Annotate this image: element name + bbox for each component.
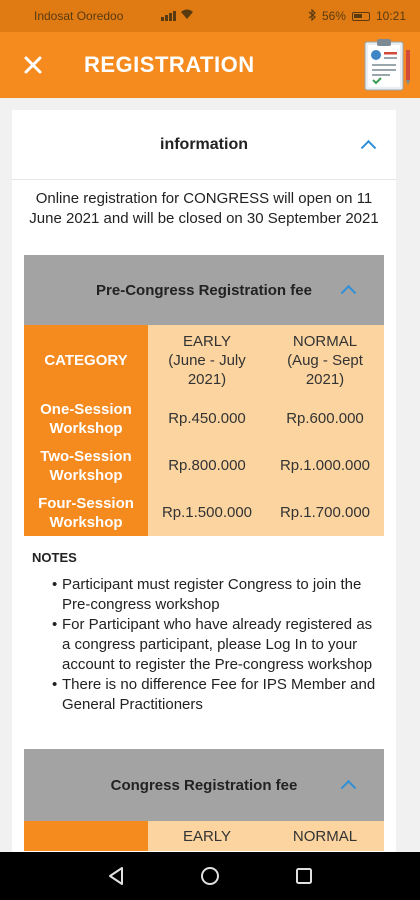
notes-section (24, 536, 384, 715)
close-button[interactable] (0, 32, 66, 98)
chevron-up-icon[interactable] (361, 139, 377, 155)
table-row (24, 395, 384, 442)
pre-congress-title: Pre-Congress Registration fee (96, 281, 312, 299)
list-item: • For Participant who have already registered as a congress participant, please Log In to your account to register the Pre-congress workshop (52, 615, 376, 675)
pre-congress-card (24, 255, 384, 715)
row-category: Two-Session Workshop (24, 442, 148, 489)
pre-congress-header[interactable] (24, 255, 384, 325)
notes-list (32, 575, 376, 715)
close-icon (23, 55, 43, 75)
bluetooth-icon (308, 9, 316, 24)
column-header-early: EARLY (June - July 2021) (148, 325, 266, 395)
row-category: One-Session Workshop (24, 395, 148, 442)
carrier-name: Indosat Ooredoo (34, 9, 124, 23)
notes-title: NOTES (32, 550, 77, 565)
row-normal-fee: Rp.1.700.000 (266, 489, 384, 536)
row-early-fee: Rp.800.000 (148, 442, 266, 489)
chevron-up-icon[interactable] (341, 285, 357, 301)
status-bar (0, 0, 420, 32)
row-early-fee: Rp.450.000 (148, 395, 266, 442)
information-label: information (160, 135, 248, 153)
content-panel (12, 110, 396, 852)
column-header-normal: NORMAL (266, 821, 384, 851)
table-header-row (24, 325, 384, 395)
battery-percent: 56% (321, 9, 346, 23)
system-nav-bar (0, 852, 420, 900)
column-header-category: CATEGORY (24, 325, 148, 395)
registration-intro-text: Online registration for CONGRESS will open on 11 June 2021 and will be closed on 30 September 2021 (29, 190, 379, 227)
page-title: REGISTRATION (84, 52, 255, 77)
row-early-fee: Rp.1.500.000 (148, 489, 266, 536)
row-category: Four-Session Workshop (24, 489, 148, 536)
row-normal-fee: Rp.600.000 (266, 395, 384, 442)
column-header-category (24, 821, 148, 851)
table-row (24, 442, 384, 489)
signal-icon (161, 11, 176, 21)
home-icon[interactable] (200, 866, 220, 886)
list-item: • Participant must register Congress to join the Pre-congress workshop (52, 575, 376, 615)
list-item: • There is no difference Fee for IPS Member and General Practitioners (52, 675, 376, 715)
wifi-icon (180, 9, 194, 23)
row-normal-fee: Rp.1.000.000 (266, 442, 384, 489)
congress-table-header (24, 821, 384, 851)
chevron-up-icon[interactable] (341, 780, 357, 796)
congress-header[interactable] (24, 749, 384, 821)
information-section-header[interactable] (12, 110, 396, 180)
pre-congress-fee-table (24, 325, 384, 536)
table-row (24, 489, 384, 536)
column-header-normal: NORMAL (Aug - Sept 2021) (266, 325, 384, 395)
back-icon[interactable] (107, 866, 125, 886)
clock: 10:21 (375, 9, 406, 23)
app-bar (0, 32, 420, 98)
registration-form-icon (362, 38, 412, 94)
congress-title: Congress Registration fee (110, 776, 298, 794)
column-header-early: EARLY (148, 821, 266, 851)
recents-icon[interactable] (295, 867, 313, 885)
battery-icon (352, 12, 370, 21)
congress-card (24, 749, 384, 851)
